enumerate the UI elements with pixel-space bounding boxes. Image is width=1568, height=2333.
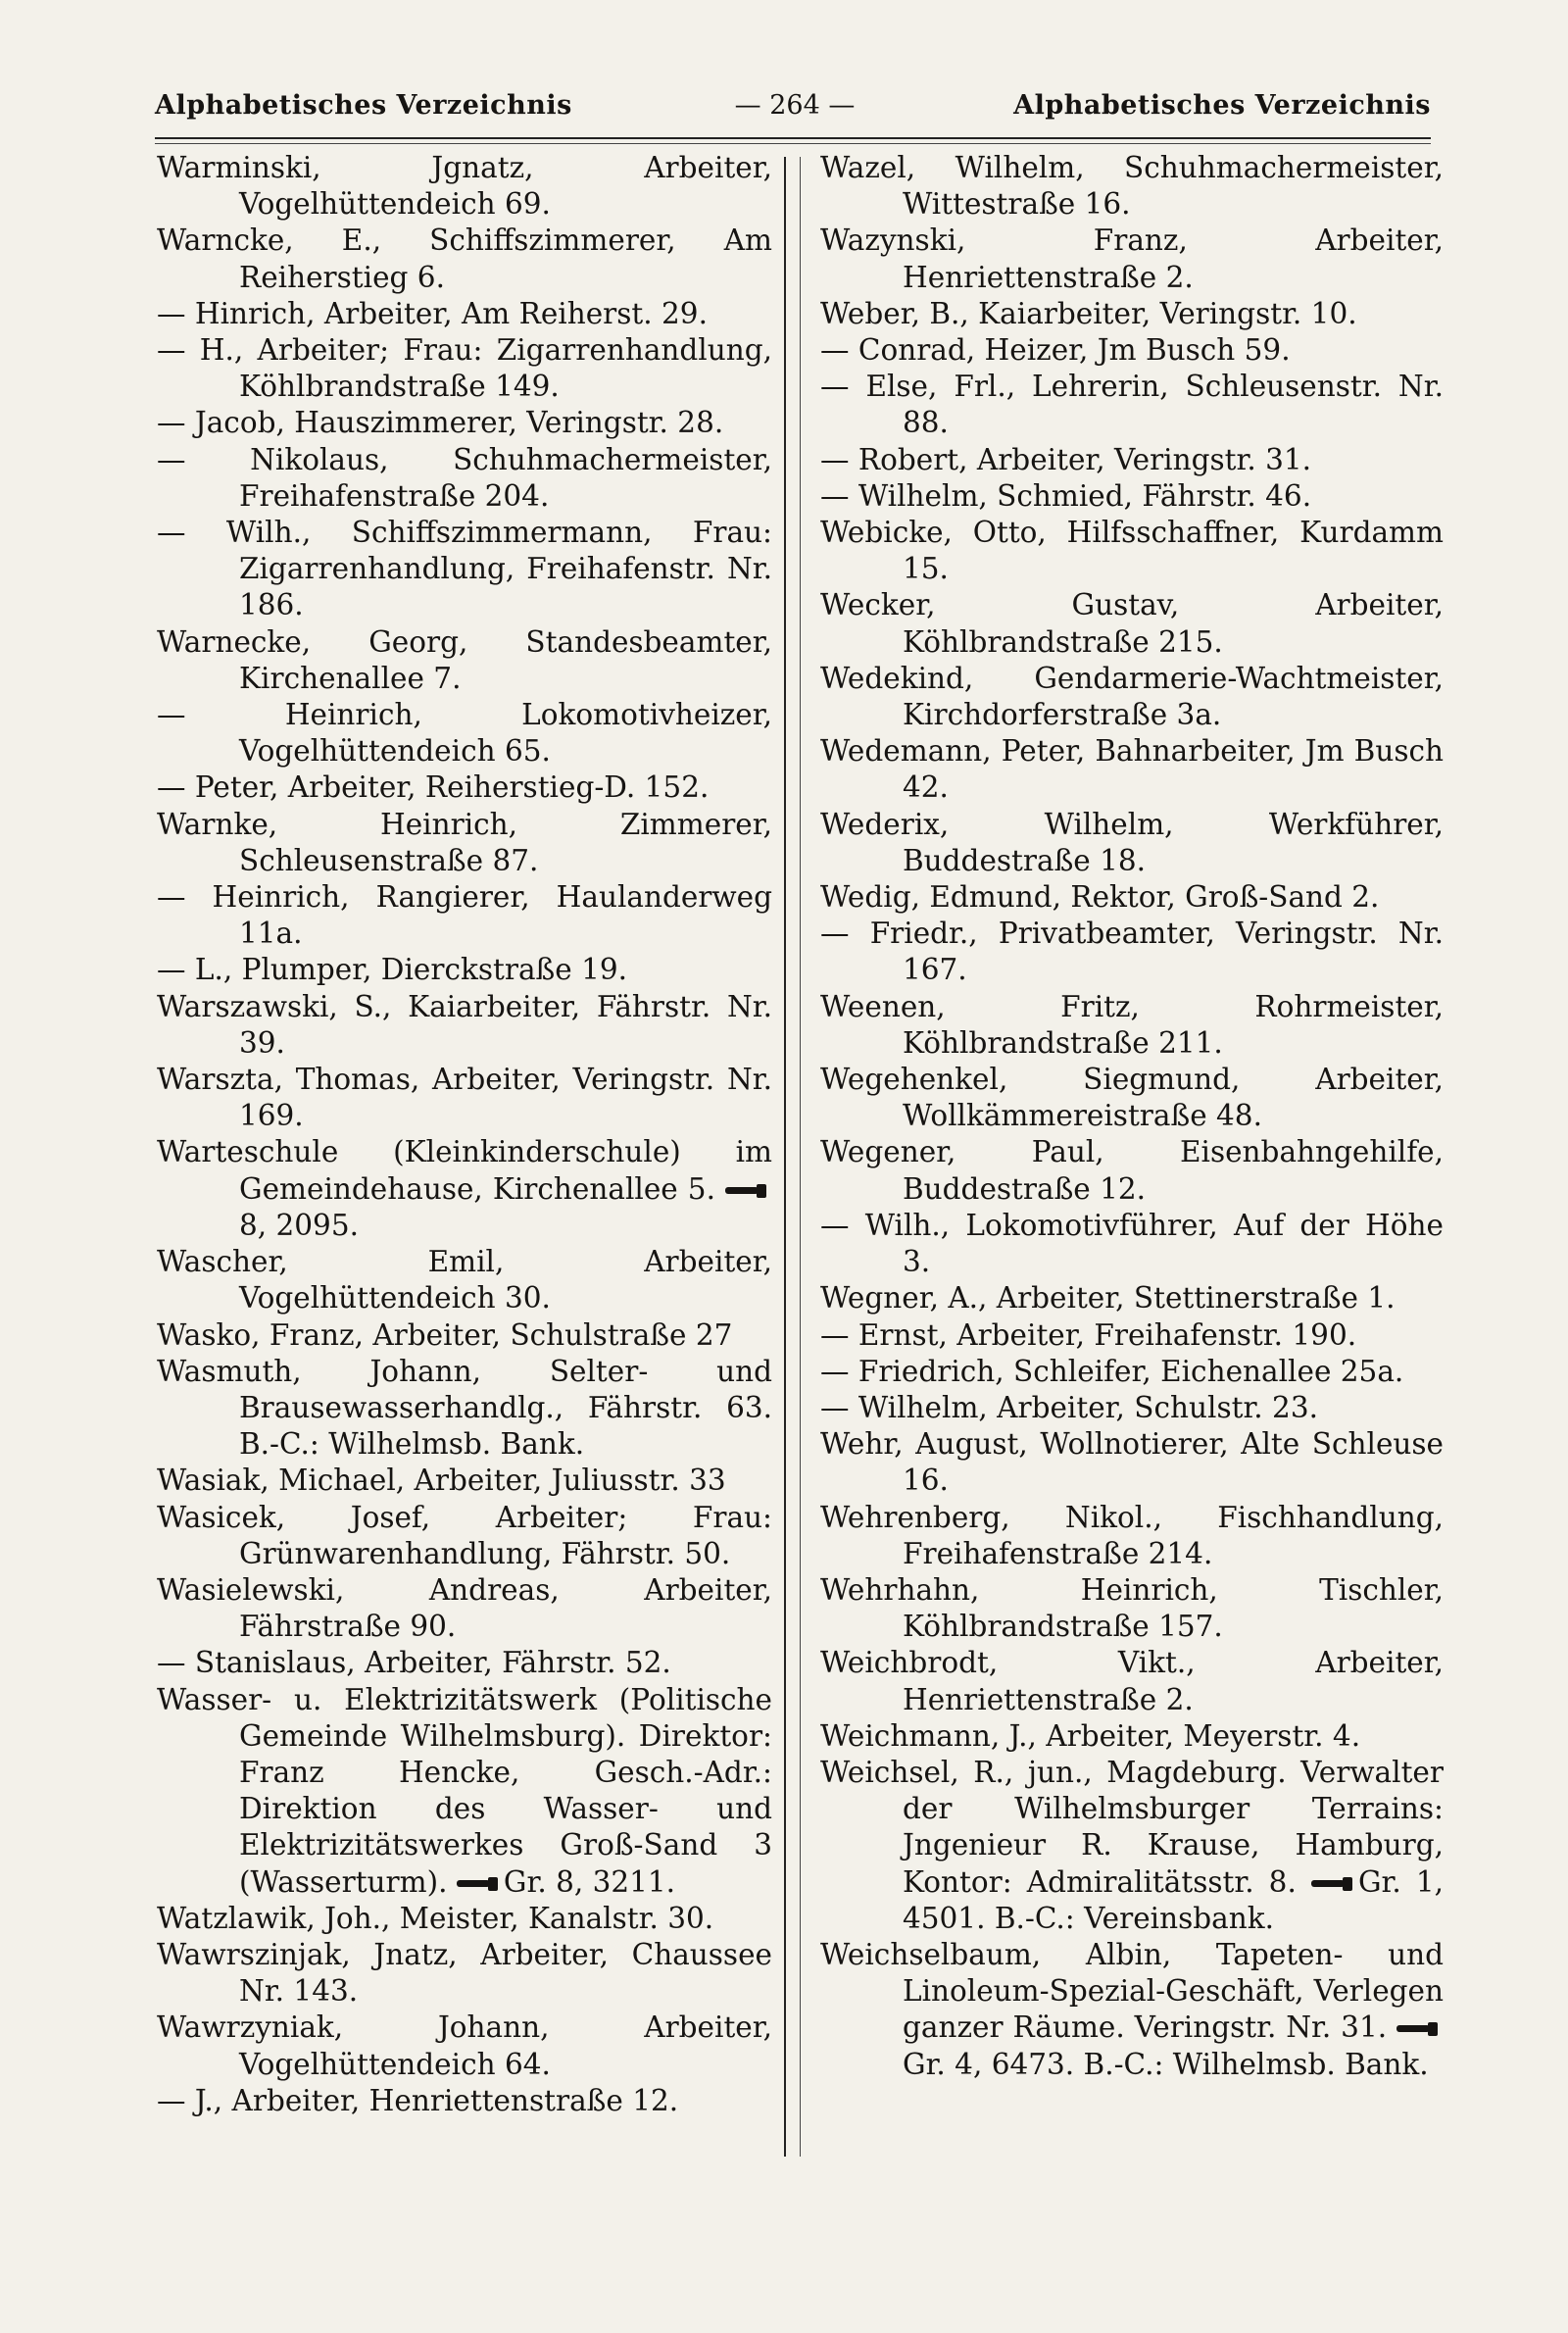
entry-text: Wasser- u. Elektrizitätswerk (Politische Gemeinde Wilhelmsburg). Direktor: Franz Hencke, Gesch.-Adr.: Direktion des Wasser- und Elektrizitätswerkes Groß-Sand 3 (Wasserturm). bbox=[157, 1682, 772, 1899]
directory-entry bbox=[820, 661, 1444, 733]
directory-entry bbox=[820, 1062, 1444, 1134]
entry-phone: Gr. 8, 3211. bbox=[503, 1864, 676, 1899]
directory-entry bbox=[157, 1134, 772, 1244]
directory-entry bbox=[820, 1134, 1444, 1207]
entry-text: Webicke, Otto, Hilfsschaffner, Kurdamm 15. bbox=[820, 516, 1444, 586]
directory-entry bbox=[157, 624, 772, 697]
entry-text: Watzlawik, Joh., Meister, Kanalstr. 30. bbox=[157, 1901, 714, 1935]
directory-entry bbox=[820, 1208, 1444, 1280]
entry-text: Weber, B., Kaiarbeiter, Veringstr. 10. bbox=[820, 296, 1357, 330]
entry-text: Wawrzyniak, Johann, Arbeiter, Vogelhüttendeich 64. bbox=[157, 2010, 772, 2081]
entry-text: Warminski, Jgnatz, Arbeiter, Vogelhüttendeich 69. bbox=[157, 151, 772, 222]
directory-entry bbox=[820, 478, 1444, 515]
directory-entry bbox=[157, 1901, 772, 1937]
entry-text: Wazel, Wilhelm, Schuhmachermeister, Wittestraße 16. bbox=[820, 151, 1444, 222]
directory-entry bbox=[820, 296, 1444, 332]
entry-text: — J., Arbeiter, Henriettenstraße 12. bbox=[157, 2083, 679, 2117]
directory-entry bbox=[157, 296, 772, 332]
directory-entry bbox=[157, 223, 772, 295]
entry-text: — Conrad, Heizer, Jm Busch 59. bbox=[820, 333, 1291, 368]
entry-text: Wecker, Gustav, Arbeiter, Köhlbrandstraße 215. bbox=[820, 588, 1444, 659]
entry-text: — Wilh., Lokomotivführer, Auf der Höhe 3. bbox=[820, 1208, 1444, 1279]
entry-text: Wascher, Emil, Arbeiter, Vogelhüttendeich 30. bbox=[157, 1245, 772, 1315]
entry-text: Wegner, A., Arbeiter, Stettinerstraße 1. bbox=[820, 1281, 1396, 1315]
directory-entry bbox=[820, 1718, 1444, 1755]
entry-text: Warnke, Heinrich, Zimmerer, Schleusenstraße 87. bbox=[157, 807, 772, 877]
directory-entry bbox=[157, 1317, 772, 1354]
directory-entry bbox=[157, 405, 772, 441]
entry-text: Wasiak, Michael, Arbeiter, Juliusstr. 33 bbox=[157, 1464, 726, 1498]
entry-text: — Hinrich, Arbeiter, Am Reiherst. 29. bbox=[157, 296, 708, 330]
directory-entry bbox=[157, 1244, 772, 1316]
entry-text: Weichbrodt, Vikt., Arbeiter, Henriettenstraße 2. bbox=[820, 1646, 1444, 1716]
entry-text: Wehrhahn, Heinrich, Tischler, Köhlbrandstraße 157. bbox=[820, 1572, 1444, 1644]
directory-entry bbox=[820, 1937, 1444, 2083]
right-column bbox=[820, 150, 1444, 2083]
entry-text: — L., Plumper, Dierckstraße 19. bbox=[157, 953, 627, 987]
entry-text: Wawrszinjak, Jnatz, Arbeiter, Chaussee Nr. 143. bbox=[157, 1937, 772, 2009]
telephone-icon bbox=[725, 1184, 766, 1198]
directory-entry bbox=[820, 369, 1444, 441]
directory-entry bbox=[157, 1645, 772, 1681]
directory-entry bbox=[820, 150, 1444, 223]
entry-text: Wazynski, Franz, Arbeiter, Henriettenstraße 2. bbox=[820, 223, 1444, 294]
directory-entry bbox=[820, 916, 1444, 988]
entry-text: Weichselbaum, Albin, Tapeten- und Linoleum-Spezial-Geschäft, Verlegen ganzer Räume. Veringstr. Nr. 31. bbox=[820, 1937, 1444, 2045]
entry-text: Wederix, Wilhelm, Werkführer, Buddestraße 18. bbox=[820, 807, 1444, 877]
entry-phone: 8, 2095. bbox=[239, 1208, 359, 1242]
directory-entry bbox=[820, 807, 1444, 879]
directory-entry bbox=[157, 1354, 772, 1464]
left-column bbox=[157, 150, 772, 2119]
entry-text: Wegehenkel, Siegmund, Arbeiter, Wollkämmereistraße 48. bbox=[820, 1063, 1444, 1133]
directory-entry bbox=[820, 1280, 1444, 1316]
header-right-title: Alphabetisches Verzeichnis bbox=[1013, 90, 1431, 121]
entry-text: Wehrenberg, Nikol., Fischhandlung, Freihafenstraße 214. bbox=[820, 1500, 1444, 1570]
entry-text: — Heinrich, Rangierer, Haulanderweg 11a. bbox=[157, 880, 772, 951]
directory-entry bbox=[157, 769, 772, 806]
directory-entry bbox=[157, 1937, 772, 2010]
directory-entry bbox=[820, 1500, 1444, 1572]
entry-text: Wasielewski, Andreas, Arbeiter, Fährstraße 90. bbox=[157, 1572, 772, 1644]
entry-text: Wedig, Edmund, Rektor, Groß-Sand 2. bbox=[820, 880, 1380, 915]
entry-text: — Ernst, Arbeiter, Freihafenstr. 190. bbox=[820, 1317, 1357, 1352]
entry-text: — Jacob, Hauszimmerer, Veringstr. 28. bbox=[157, 406, 724, 440]
directory-entry bbox=[820, 442, 1444, 478]
header-left-title: Alphabetisches Verzeichnis bbox=[155, 90, 572, 121]
entry-text: Wegener, Paul, Eisenbahngehilfe, Buddestraße 12. bbox=[820, 1135, 1444, 1206]
page-header bbox=[155, 90, 1431, 129]
directory-entry bbox=[157, 807, 772, 879]
directory-entry bbox=[157, 515, 772, 624]
entry-text: — Stanislaus, Arbeiter, Fährstr. 52. bbox=[157, 1646, 671, 1680]
telephone-icon bbox=[457, 1877, 498, 1891]
entry-text: — Else, Frl., Lehrerin, Schleusenstr. Nr. 88. bbox=[820, 370, 1444, 440]
directory-entry bbox=[157, 989, 772, 1062]
directory-entry bbox=[157, 1682, 772, 1901]
entry-text: — Robert, Arbeiter, Veringstr. 31. bbox=[820, 442, 1312, 476]
entry-text: — Friedrich, Schleifer, Eichenallee 25a. bbox=[820, 1354, 1404, 1388]
directory-entry bbox=[157, 952, 772, 988]
directory-entry bbox=[157, 697, 772, 769]
directory-entry bbox=[157, 1500, 772, 1572]
entry-text: Wasicek, Josef, Arbeiter; Frau: Grünwarenhandlung, Fährstr. 50. bbox=[157, 1500, 772, 1570]
directory-entry bbox=[820, 1645, 1444, 1717]
entry-text: — Friedr., Privatbeamter, Veringstr. Nr. 167. bbox=[820, 917, 1444, 987]
entry-text: Warncke, E., Schiffszimmerer, Am Reiherstieg 6. bbox=[157, 223, 772, 294]
directory-entry bbox=[157, 2083, 772, 2119]
entry-phone: Gr. 4, 6473. B.-C.: Wilhelmsb. Bank. bbox=[903, 2047, 1429, 2081]
entry-text: Warnecke, Georg, Standesbeamter, Kirchenallee 7. bbox=[157, 624, 772, 695]
entry-text: — H., Arbeiter; Frau: Zigarrenhandlung, Köhlbrandstraße 149. bbox=[157, 333, 772, 404]
directory-entry bbox=[820, 733, 1444, 806]
header-rule-thin bbox=[155, 143, 1431, 144]
entry-text: Wehr, August, Wollnotierer, Alte Schleuse 16. bbox=[820, 1427, 1444, 1498]
directory-entry bbox=[820, 879, 1444, 916]
directory-entry bbox=[820, 1390, 1444, 1426]
directory-entry bbox=[157, 442, 772, 515]
column-divider bbox=[784, 157, 786, 2157]
entry-text: Warteschule (Kleinkinderschule) im Gemeindehause, Kirchenallee 5. bbox=[157, 1135, 772, 1206]
directory-entry bbox=[820, 332, 1444, 369]
entry-phone: Gr. 1, 4501. B.-C.: Vereinsbank. bbox=[903, 1864, 1445, 1935]
directory-entry bbox=[157, 1572, 772, 1645]
directory-entry bbox=[820, 1755, 1444, 1937]
entry-text: Warszta, Thomas, Arbeiter, Veringstr. Nr. 169. bbox=[157, 1063, 772, 1133]
directory-entry bbox=[157, 2010, 772, 2082]
entry-text: — Wilhelm, Arbeiter, Schulstr. 23. bbox=[820, 1390, 1318, 1424]
entry-text: Warszawski, S., Kaiarbeiter, Fährstr. Nr. 39. bbox=[157, 989, 772, 1060]
directory-entry bbox=[820, 989, 1444, 1062]
telephone-icon bbox=[1311, 1877, 1352, 1891]
entry-text: — Wilhelm, Schmied, Fährstr. 46. bbox=[820, 478, 1312, 513]
directory-entry bbox=[157, 1062, 772, 1134]
entry-text: Weenen, Fritz, Rohrmeister, Köhlbrandstraße 211. bbox=[820, 989, 1444, 1060]
telephone-icon bbox=[1396, 2022, 1438, 2036]
directory-entry bbox=[157, 879, 772, 952]
directory-entry bbox=[820, 587, 1444, 660]
page-number: — 264 — bbox=[734, 90, 856, 121]
header-rule bbox=[155, 137, 1431, 139]
directory-entry bbox=[157, 150, 772, 223]
entry-text: Wedemann, Peter, Bahnarbeiter, Jm Busch 42. bbox=[820, 734, 1444, 805]
directory-entry bbox=[820, 223, 1444, 295]
directory-entry bbox=[820, 515, 1444, 587]
directory-entry bbox=[157, 332, 772, 405]
directory-entry bbox=[820, 1426, 1444, 1499]
entry-text: — Wilh., Schiffszimmermann, Frau: Zigarrenhandlung, Freihafenstr. Nr. 186. bbox=[157, 516, 772, 622]
entry-text: Wasmuth, Johann, Selter- und Brausewasserhandlg., Fährstr. 63. B.-C.: Wilhelmsb. Bank. bbox=[157, 1354, 772, 1462]
entry-text: Weichsel, R., jun., Magdeburg. Verwalter der Wilhelmsburger Terrains: Jngenieur R. Krause, Hamburg, Kontor: Admiralitätsstr. 8. bbox=[820, 1755, 1444, 1899]
directory-entry bbox=[820, 1572, 1444, 1645]
column-divider-thin bbox=[800, 157, 801, 2157]
directory-entry bbox=[820, 1317, 1444, 1354]
directory-entry bbox=[157, 1463, 772, 1499]
entry-text: Wasko, Franz, Arbeiter, Schulstraße 27 bbox=[157, 1317, 733, 1352]
entry-text: — Nikolaus, Schuhmachermeister, Freihafenstraße 204. bbox=[157, 442, 772, 513]
entry-text: Weichmann, J., Arbeiter, Meyerstr. 4. bbox=[820, 1718, 1361, 1753]
entry-text: Wedekind, Gendarmerie-Wachtmeister, Kirchdorferstraße 3a. bbox=[820, 661, 1444, 732]
entry-text: — Peter, Arbeiter, Reiherstieg-D. 152. bbox=[157, 770, 710, 805]
entry-text: — Heinrich, Lokomotivheizer, Vogelhüttendeich 65. bbox=[157, 698, 772, 769]
directory-entry bbox=[820, 1354, 1444, 1390]
